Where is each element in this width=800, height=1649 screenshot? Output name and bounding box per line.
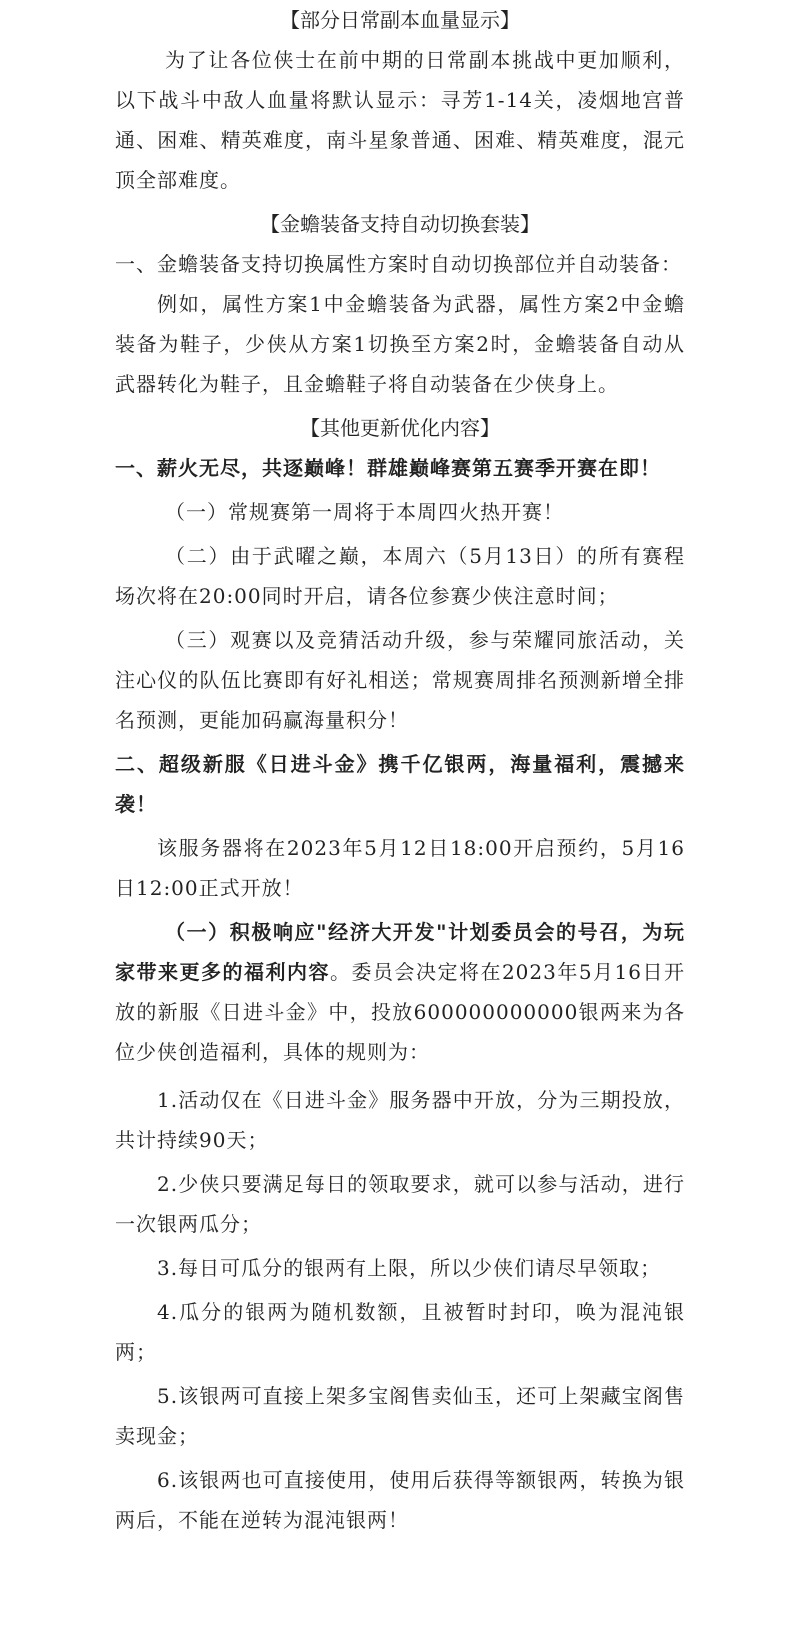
rule-item: 1.活动仅在《日进斗金》服务器中开放，分为三期投放，共计持续90天； (115, 1088, 685, 1152)
new-server-sub1 (115, 912, 685, 1072)
season-five-title: 一、薪火无尽，共逐巅峰！群雄巅峰赛第五赛季开赛在即！ (115, 456, 661, 480)
season-five-sub2: （二）由于武曜之巅，本周六（5月13日）的所有赛程场次将在20:00同时开启，请各位参赛少侠注意时间； (115, 544, 685, 608)
hp-display-body: 为了让各位侠士在前中期的日常副本挑战中更加顺利，以下战斗中敌人血量将默认显示：寻芳1-14关，凌烟地宫普通、困难、精英难度，南斗星象普通、困难、精英难度，混元顶全部难度。 (115, 48, 685, 192)
rule-item: 4.瓜分的银两为随机数额，且被暂时封印，唤为混沌银两； (115, 1300, 685, 1364)
golden-toad-example: 例如，属性方案1中金蟾装备为武器，属性方案2中金蟾装备为鞋子，少侠从方案1切换至方案2时，金蟾装备自动从武器转化为鞋子，且金蟾鞋子将自动装备在少侠身上。 (115, 292, 685, 396)
golden-toad-item-1: 一、金蟾装备支持切换属性方案时自动切换部位并自动装备： (115, 252, 682, 276)
rule-item: 6.该银两也可直接使用，使用后获得等额银两，转换为银两后，不能在逆转为混沌银两！ (115, 1468, 685, 1532)
season-five-sub3: （三）观赛以及竞猜活动升级，参与荣耀同旅活动，关注心仪的队伍比赛即有好礼相送；常规赛周排名预测新增全排名预测，更能加码赢海量积分！ (115, 628, 685, 732)
announcement-document (115, 0, 685, 1540)
rule-item: 2.少侠只要满足每日的领取要求，就可以参与活动，进行一次银两瓜分； (115, 1172, 685, 1236)
new-server-title: 二、超级新服《日进斗金》携千亿银两，海量福利，震撼来袭！ (115, 752, 685, 816)
rule-item: 3.每日可瓜分的银两有上限，所以少侠们请尽早领取； (157, 1256, 662, 1280)
rule-item: 5.该银两可直接上架多宝阁售卖仙玉，还可上架藏宝阁售卖现金； (115, 1384, 685, 1448)
season-five-sub1: （一）常规赛第一周将于本周四火热开赛！ (165, 500, 564, 524)
section-heading-golden-toad: 【金蟾装备支持自动切换套装】 (260, 212, 540, 236)
new-server-sub1-rest: 。委员会决定将在2023年5月16日开放的新服《日进斗金》中，投放600000000000银两来为各位少侠创造福利，具体的规则为： (115, 960, 685, 1064)
section-heading-other-updates: 【其他更新优化内容】 (300, 416, 500, 440)
new-server-sub1-bold: （一）积极响应"经济大开发"计划委员会的号召，为玩家带来更多的福利内容 (115, 920, 685, 984)
section-heading-hp-display: 【部分日常副本血量显示】 (280, 8, 520, 32)
new-server-intro: 该服务器将在2023年5月12日18:00开启预约，5月16日12:00正式开放！ (115, 836, 685, 900)
